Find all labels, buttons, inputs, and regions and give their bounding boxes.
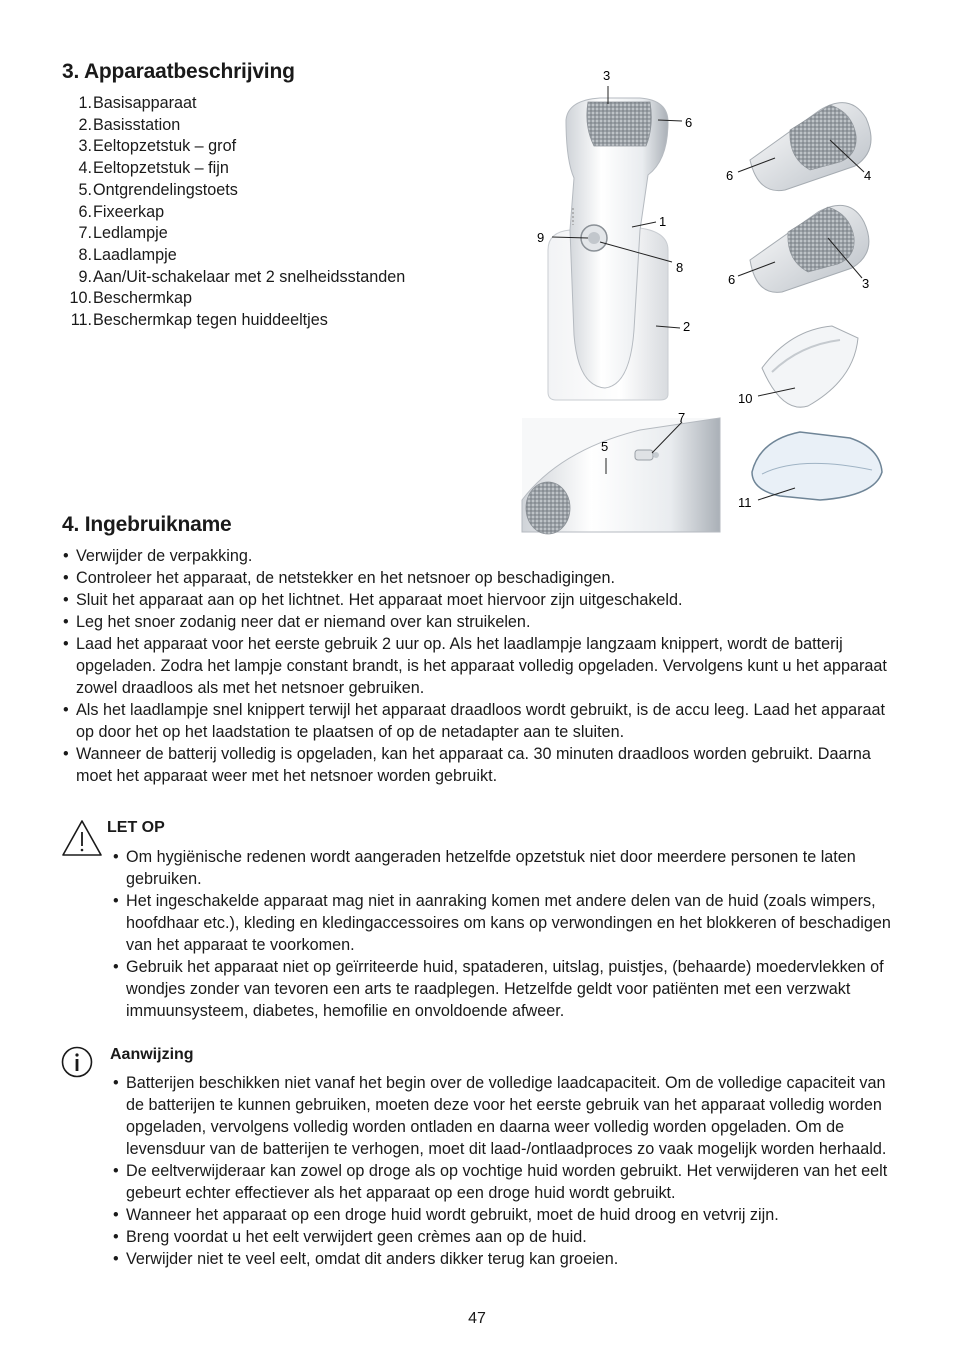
callout-label: 6 bbox=[728, 272, 736, 287]
callout-label: 1 bbox=[659, 214, 667, 229]
callout-label: 3 bbox=[603, 68, 611, 83]
list-item: • Breng voordat u het eelt verwijdert geen crèmes aan op de huid. bbox=[112, 1226, 892, 1248]
list-item: • Controleer het apparaat, de netstekker en het netsnoer op beschadigingen. bbox=[62, 567, 892, 589]
section-4-title: 4. Ingebruikname bbox=[62, 513, 232, 536]
callout-label: 2 bbox=[683, 319, 691, 334]
page-number: 47 bbox=[468, 1310, 486, 1327]
list-item: • Gebruik het apparaat niet op geïrriteerde huid, spataderen, uitslag, puistjes, (behaarde) moedervlekken of wondjes zonder van tevoren een arts te raadplegen. Hetzelfde geldt voor patiënten met een verzwakt immuunsysteem, diabetes, hemofilie en onvoldoende afweer. bbox=[112, 956, 892, 1022]
list-item: • Wanneer het apparaat op een droge huid wordt gebruikt, moet de huid droog en vetvrij zijn. bbox=[112, 1204, 892, 1226]
callout-label: 3 bbox=[862, 276, 870, 291]
list-item: 7. Ledlampje bbox=[78, 224, 168, 243]
note-title: Aanwijzing bbox=[110, 1046, 194, 1063]
warning-title: LET OP bbox=[107, 819, 165, 836]
skin-particle-cap bbox=[752, 432, 882, 500]
list-item: 8. Laadlampje bbox=[78, 245, 177, 264]
note-bullets bbox=[112, 1072, 892, 1270]
list-item: 1. Basisapparaat bbox=[78, 94, 197, 112]
coarse-attachment bbox=[750, 205, 869, 292]
list-item: • Batterijen beschikken niet vanaf het begin over de volledige laadcapaciteit. Om de volledige capaciteit van de batterijen te kunnen gebruiken, moeten deze voor het eerste gebruik van het apparaat volledig worden opgeladen, vervolgens volledig worden ontladen en daarna weer volledig worden opgeladen. Om de levensduur van de batterijen te verhogen, moet dit laad-/ontlaadproces zo vaak mogelijk worden herhaald. bbox=[112, 1072, 892, 1160]
list-item: 11. Beschermkap tegen huiddeeltjes bbox=[70, 311, 328, 330]
list-item: 2. Basisstation bbox=[78, 115, 181, 134]
roller-head bbox=[587, 102, 651, 146]
list-item: 4. Eeltopzetstuk – fijn bbox=[78, 159, 229, 178]
warning-bullets bbox=[112, 846, 892, 1022]
list-item: • Verwijder niet te veel eelt, omdat dit anders dikker terug kan groeien. bbox=[112, 1248, 892, 1270]
list-item: 9. Aan/Uit-schakelaar met 2 snelheidsstanden bbox=[78, 267, 406, 286]
usage-bullets bbox=[62, 545, 892, 787]
list-item: • Verwijder de verpakking. bbox=[62, 545, 892, 567]
list-item: • Het ingeschakelde apparaat mag niet in aanraking komen met andere delen van de huid (zoals wimpers, hoofdhaar etc.), kleding en kledingaccessoires om kans op verwondingen en het blokkeren of beschadigen van het apparaat te voorkomen. bbox=[112, 890, 892, 956]
callout-label: 5 bbox=[601, 439, 609, 454]
list-item: • Wanneer de batterij volledig is opgeladen, kan het apparaat ca. 30 minuten draadloos worden gebruikt. Daarna moet het apparaat weer met het netsnoer worden gebruikt. bbox=[62, 743, 892, 787]
info-circle-icon bbox=[60, 1045, 94, 1079]
callout-label: 6 bbox=[685, 115, 693, 130]
section-3-title: 3. Apparaatbeschrijving bbox=[62, 60, 295, 83]
list-item: • Om hygiënische redenen wordt aangeraden hetzelfde opzetstuk niet door meerdere personen te laten gebruiken. bbox=[112, 846, 892, 890]
callout-label: 11 bbox=[738, 495, 752, 510]
list-item: 6. Fixeerkap bbox=[78, 202, 165, 221]
list-item: • De eeltverwijderaar kan zowel op droge als op vochtige huid worden gebruikt. Het verwijderen van het eelt gebeurt echter effectiever als het apparaat op een droge huid wordt gebruikt. bbox=[112, 1160, 892, 1204]
fine-attachment bbox=[750, 103, 871, 191]
product-illustration bbox=[510, 60, 910, 540]
callout-label: 4 bbox=[864, 168, 872, 183]
protective-cap bbox=[762, 326, 858, 407]
list-item: • Leg het snoer zodanig neer dat er niemand over kan struikelen. bbox=[62, 611, 892, 633]
list-item: • Sluit het apparaat aan op het lichtnet. Het apparaat moet hiervoor zijn uitgeschakeld. bbox=[62, 589, 892, 611]
callout-label: 6 bbox=[726, 168, 734, 183]
callout-label: 7 bbox=[678, 410, 686, 425]
parts-list bbox=[62, 93, 405, 332]
list-item: 10. Beschermkap bbox=[69, 289, 192, 308]
callout-label: 9 bbox=[537, 230, 545, 245]
list-item: • Laad het apparaat voor het eerste gebruik 2 uur op. Als het laadlampje langzaam knippert, wordt de batterij opgeladen. Zodra het lampje constant brandt, is het apparaat volledig opgeladen. Vervolgens kunt u het apparaat zowel draadloos als met het netsnoer gebruiken. bbox=[62, 633, 892, 699]
callout-label: 10 bbox=[738, 391, 753, 406]
callout-label: 8 bbox=[676, 260, 684, 275]
list-item: 3. Eeltopzetstuk – grof bbox=[78, 137, 237, 156]
list-item: • Als het laadlampje snel knippert terwijl het apparaat draadloos wordt gebruikt, is de accu leeg. Laad het apparaat op door het op het laadstation te plaatsen of op de netadapter aan te sluiten. bbox=[62, 699, 892, 743]
detail-closeup bbox=[522, 418, 720, 534]
list-item: 5. Ontgrendelingstoets bbox=[78, 180, 238, 199]
warning-triangle-icon bbox=[60, 818, 104, 858]
